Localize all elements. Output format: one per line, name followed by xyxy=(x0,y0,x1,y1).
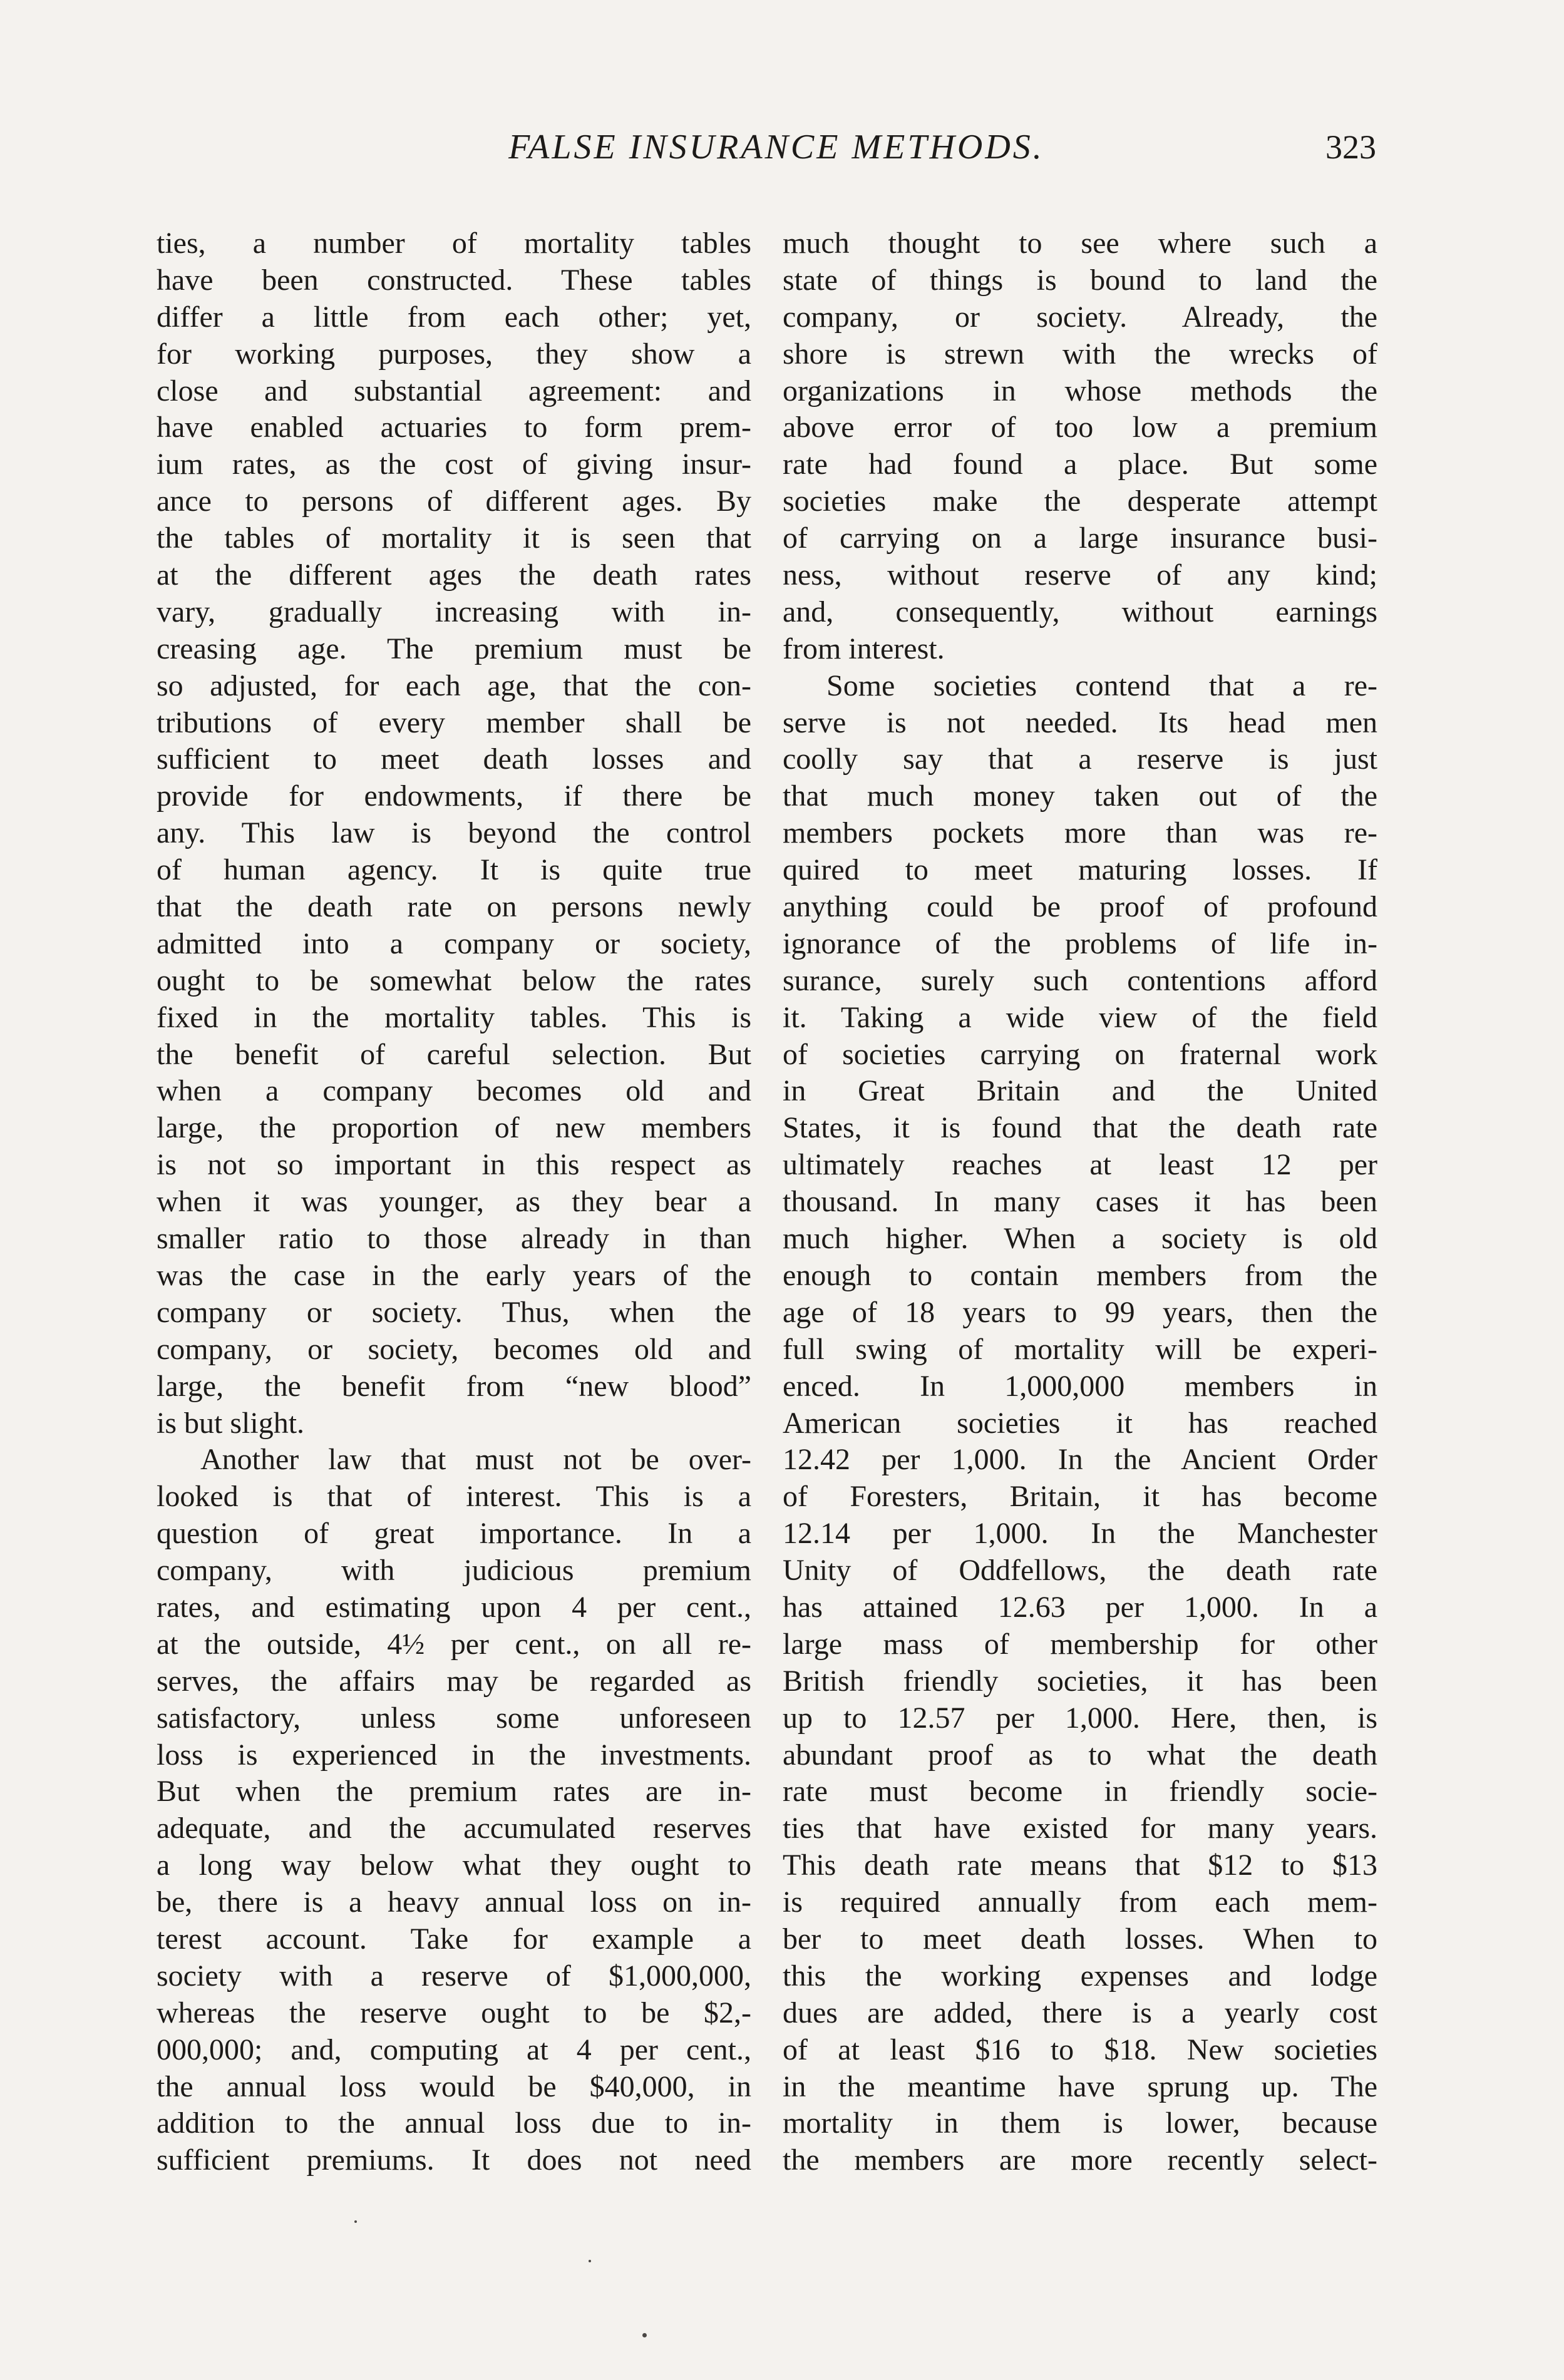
paper-speck xyxy=(642,2333,647,2337)
text-line: of carrying on a large insurance busi- xyxy=(783,521,1377,555)
text-line: ties, a number of mortality tables xyxy=(157,227,751,260)
text-line: the benefit of careful selection. But xyxy=(157,1037,751,1071)
text-line: smaller ratio to those already in than xyxy=(157,1222,751,1256)
text-line: provide for endowments, if there be xyxy=(157,779,751,813)
text-line: company, or society, becomes old and xyxy=(157,1332,751,1366)
running-title: FALSE INSURANCE METHODS. xyxy=(508,128,1044,167)
text-line: quired to meet maturing losses. If xyxy=(783,853,1377,887)
text-line: in the meantime have sprung up. The xyxy=(783,2070,1377,2103)
text-line: up to 12.57 per 1,000. Here, then, is xyxy=(783,1701,1377,1735)
text-line: whereas the reserve ought to be $2,- xyxy=(157,1996,751,2029)
text-line: serve is not needed. Its head men xyxy=(783,705,1377,739)
text-line: anything could be proof of profound xyxy=(783,890,1377,924)
text-line: loss is experienced in the investments. xyxy=(157,1738,751,1772)
text-line: this the working expenses and lodge xyxy=(783,1959,1377,1993)
text-line: organizations in whose methods the xyxy=(783,374,1377,408)
text-line: the annual loss would be $40,000, in xyxy=(157,2070,751,2103)
text-line: Some societies contend that a re- xyxy=(826,669,1377,702)
text-line: company, with judicious premium xyxy=(157,1554,751,1588)
page-number: 323 xyxy=(1325,128,1376,166)
text-line: ignorance of the problems of life in- xyxy=(783,926,1377,960)
text-line: ance to persons of different ages. By xyxy=(157,485,751,518)
text-line: company or society. Thus, when the xyxy=(157,1295,751,1329)
text-column-right xyxy=(783,225,1377,2179)
text-line: at the different ages the death rates xyxy=(157,558,751,592)
text-line: abundant proof as to what the death xyxy=(783,1738,1377,1772)
text-line: enough to contain members from the xyxy=(783,1258,1377,1292)
text-line: much thought to see where such a xyxy=(783,227,1377,260)
text-line: close and substantial agreement: and xyxy=(157,374,751,408)
paper-speck xyxy=(354,2220,357,2223)
text-line: Another law that must not be over- xyxy=(200,1443,751,1477)
text-line: rate must become in friendly socie- xyxy=(783,1775,1377,1808)
text-line: mortality in them is lower, because xyxy=(783,2106,1377,2140)
text-line: large, the benefit from “new blood” xyxy=(157,1369,751,1403)
text-line: from interest. xyxy=(783,632,945,665)
text-line: American societies it has reached xyxy=(783,1406,1377,1440)
text-line: But when the premium rates are in- xyxy=(157,1775,751,1808)
text-line: large, the proportion of new members xyxy=(157,1111,751,1145)
text-line: be, there is a heavy annual loss on in- xyxy=(157,1885,751,1919)
text-line: has attained 12.63 per 1,000. In a xyxy=(783,1590,1377,1624)
text-line: ultimately reaches at least 12 per xyxy=(783,1148,1377,1182)
text-line: adequate, and the accumulated reserves xyxy=(157,1812,751,1845)
text-line: for working purposes, they show a xyxy=(157,337,751,371)
text-line: tributions of every member shall be xyxy=(157,705,751,739)
text-line: the members are more recently select- xyxy=(783,2143,1377,2177)
text-line: differ a little from each other; yet, xyxy=(157,300,751,334)
text-line: above error of too low a premium xyxy=(783,411,1377,444)
text-line: ness, without reserve of any kind; xyxy=(783,558,1377,592)
text-line: ought to be somewhat below the rates xyxy=(157,963,751,997)
text-line: in Great Britain and the United xyxy=(783,1074,1377,1108)
text-line: society with a reserve of $1,000,000, xyxy=(157,1959,751,1993)
text-line: at the outside, 4½ per cent., on all re- xyxy=(157,1627,751,1661)
text-line: looked is that of interest. This is a xyxy=(157,1480,751,1514)
text-line: a long way below what they ought to xyxy=(157,1849,751,1882)
text-column-left xyxy=(157,225,751,2179)
text-line: question of great importance. In a xyxy=(157,1517,751,1551)
text-line: thousand. In many cases it has been xyxy=(783,1185,1377,1219)
text-line: large mass of membership for other xyxy=(783,1627,1377,1661)
text-line: is but slight. xyxy=(157,1406,305,1440)
text-line: enced. In 1,000,000 members in xyxy=(783,1369,1377,1403)
text-line: satisfactory, unless some unforeseen xyxy=(157,1701,751,1735)
text-line: any. This law is beyond the control xyxy=(157,816,751,850)
text-line: States, it is found that the death rate xyxy=(783,1111,1377,1145)
text-line: was the case in the early years of the xyxy=(157,1258,751,1292)
text-line: that much money taken out of the xyxy=(783,779,1377,813)
text-line: sufficient to meet death losses and xyxy=(157,742,751,776)
text-line: ber to meet death losses. When to xyxy=(783,1922,1377,1956)
text-line: much higher. When a society is old xyxy=(783,1222,1377,1256)
text-line: so adjusted, for each age, that the con- xyxy=(157,669,751,702)
running-head xyxy=(0,119,1564,175)
text-line: ties that have existed for many years. xyxy=(783,1812,1377,1845)
text-line: it. Taking a wide view of the field xyxy=(783,1000,1377,1034)
paper-speck xyxy=(589,2260,591,2262)
text-line: This death rate means that $12 to $13 xyxy=(783,1849,1377,1882)
text-line: addition to the annual loss due to in- xyxy=(157,2106,751,2140)
text-line: have enabled actuaries to form prem- xyxy=(157,411,751,444)
text-line: societies make the desperate attempt xyxy=(783,485,1377,518)
text-line: when it was younger, as they bear a xyxy=(157,1185,751,1219)
text-line: fixed in the mortality tables. This is xyxy=(157,1000,751,1034)
text-line: of societies carrying on fraternal work xyxy=(783,1037,1377,1071)
text-line: 000,000; and, computing at 4 per cent., xyxy=(157,2033,751,2066)
text-line: Unity of Oddfellows, the death rate xyxy=(783,1554,1377,1588)
text-line: serves, the affairs may be regarded as xyxy=(157,1664,751,1698)
text-line: creasing age. The premium must be xyxy=(157,632,751,665)
text-line: is not so important in this respect as xyxy=(157,1148,751,1182)
text-line: vary, gradually increasing with in- xyxy=(157,595,751,628)
text-line: full swing of mortality will be experi- xyxy=(783,1332,1377,1366)
text-line: ium rates, as the cost of giving insur- xyxy=(157,448,751,481)
text-line: that the death rate on persons newly xyxy=(157,890,751,924)
text-line: rates, and estimating upon 4 per cent., xyxy=(157,1590,751,1624)
text-line: 12.14 per 1,000. In the Manchester xyxy=(783,1517,1377,1551)
text-line: age of 18 years to 99 years, then the xyxy=(783,1295,1377,1329)
text-line: is required annually from each mem- xyxy=(783,1885,1377,1919)
text-line: dues are added, there is a yearly cost xyxy=(783,1996,1377,2029)
text-line: of Foresters, Britain, it has become xyxy=(783,1480,1377,1514)
text-line: when a company becomes old and xyxy=(157,1074,751,1108)
text-line: British friendly societies, it has been xyxy=(783,1664,1377,1698)
text-line: of human agency. It is quite true xyxy=(157,853,751,887)
text-line: the tables of mortality it is seen that xyxy=(157,521,751,555)
text-line: rate had found a place. But some xyxy=(783,448,1377,481)
text-line: sufficient premiums. It does not need xyxy=(157,2143,751,2177)
text-line: shore is strewn with the wrecks of xyxy=(783,337,1377,371)
text-line: company, or society. Already, the xyxy=(783,300,1377,334)
text-line: terest account. Take for example a xyxy=(157,1922,751,1956)
text-line: surance, surely such contentions afford xyxy=(783,963,1377,997)
text-line: 12.42 per 1,000. In the Ancient Order xyxy=(783,1443,1377,1477)
text-line: and, consequently, without earnings xyxy=(783,595,1377,628)
text-line: state of things is bound to land the xyxy=(783,263,1377,297)
text-line: coolly say that a reserve is just xyxy=(783,742,1377,776)
text-line: of at least $16 to $18. New societies xyxy=(783,2033,1377,2066)
text-line: have been constructed. These tables xyxy=(157,263,751,297)
text-line: members pockets more than was re- xyxy=(783,816,1377,850)
text-line: admitted into a company or society, xyxy=(157,926,751,960)
